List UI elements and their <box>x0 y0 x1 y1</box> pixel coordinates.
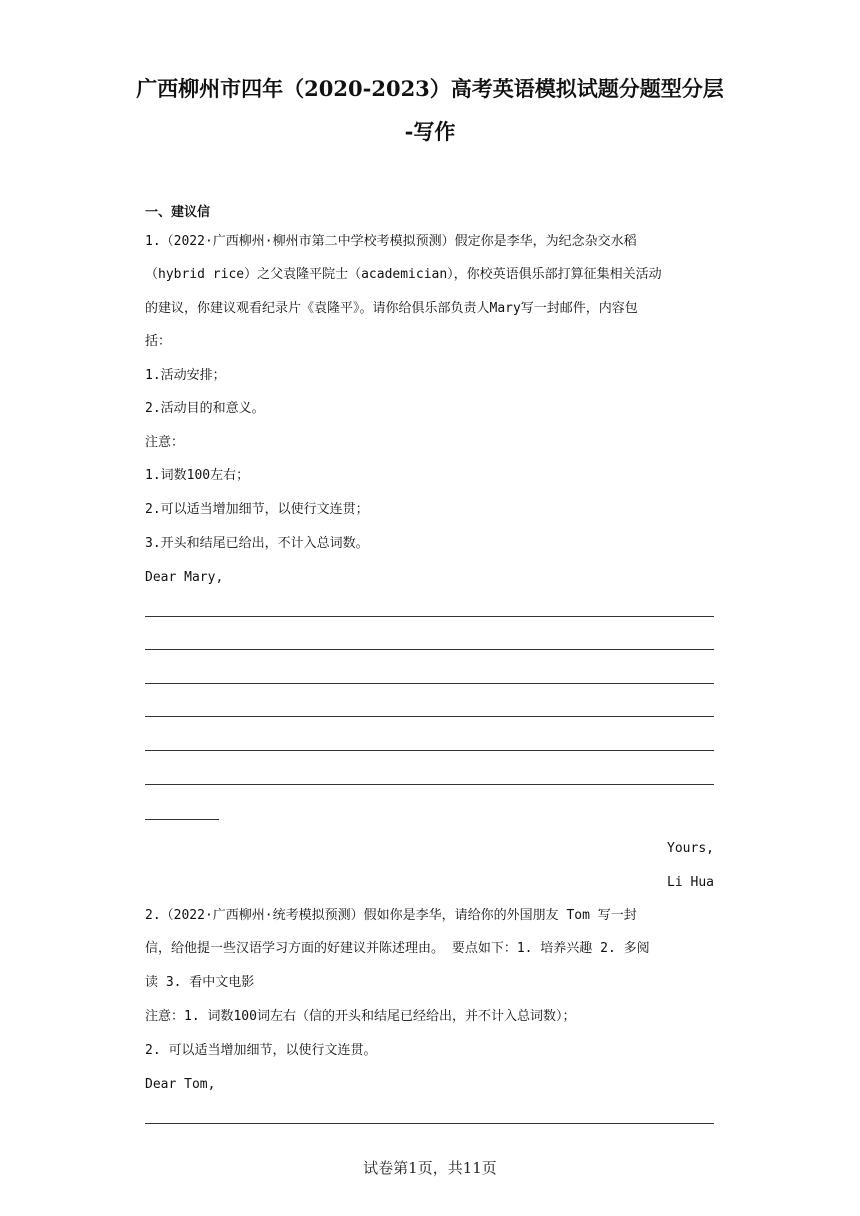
q1-salutation: Dear Mary, <box>145 570 224 585</box>
q1-point-1: 1.活动安排； <box>145 368 226 383</box>
q1-note-1: 1.词数100左右； <box>145 468 250 483</box>
q1-note-3: 3.开头和结尾已给出，不计入总词数。 <box>145 536 369 551</box>
answer-line <box>145 649 714 650</box>
answer-line-short <box>145 819 219 820</box>
q1-text-line-2: （hybrid rice）之父袁隆平院士（academician），你校英语俱乐部打算征集相关活动 <box>145 267 662 282</box>
q1-note-label: 注意： <box>145 435 185 450</box>
q2-note-2: 2. 可以适当增加细节，以使行文连贯。 <box>145 1043 377 1058</box>
document-title-line-1: 广西柳州市四年（2020-2023）高考英语模拟试题分题型分层 <box>136 76 724 101</box>
page-footer: 试卷第1页，共11页 <box>363 1159 497 1177</box>
q1-closing: Yours, <box>667 841 714 856</box>
q2-text-line-2: 信，给他提一些汉语学习方面的好建议并陈述理由。 要点如下：1. 培养兴趣 2. 多阅 <box>145 941 650 956</box>
q2-note-1: 注意：1. 词数100词左右（信的开头和结尾已经给出，并不计入总词数）； <box>145 1009 576 1024</box>
document-title-line-2: -写作 <box>404 119 456 144</box>
answer-line <box>145 750 714 751</box>
q1-signature: Li Hua <box>667 875 714 890</box>
section-heading: 一、建议信 <box>145 205 211 220</box>
q1-point-2: 2.活动目的和意义。 <box>145 401 265 416</box>
q1-note-2: 2.可以适当增加细节，以使行文连贯； <box>145 502 369 517</box>
answer-line <box>145 1123 714 1124</box>
q1-text-line-4: 括： <box>145 334 172 349</box>
q2-salutation: Dear Tom, <box>145 1077 216 1092</box>
q1-text-line-3: 的建议，你建议观看纪录片《袁隆平》。请你给俱乐部负责人Mary写一封邮件，内容包 <box>145 301 638 316</box>
q2-text-line-3: 读 3. 看中文电影 <box>145 975 255 990</box>
answer-line <box>145 683 714 684</box>
q2-text-line-1: 2.（2022·广西柳州·统考模拟预测）假如你是李华，请给你的外国朋友 Tom 写一封 <box>145 908 637 923</box>
answer-line <box>145 784 714 785</box>
answer-line <box>145 616 714 617</box>
answer-line <box>145 716 714 717</box>
q1-text-line-1: 1.（2022·广西柳州·柳州市第二中学校考模拟预测）假定你是李华，为纪念杂交水稻 <box>145 234 637 249</box>
